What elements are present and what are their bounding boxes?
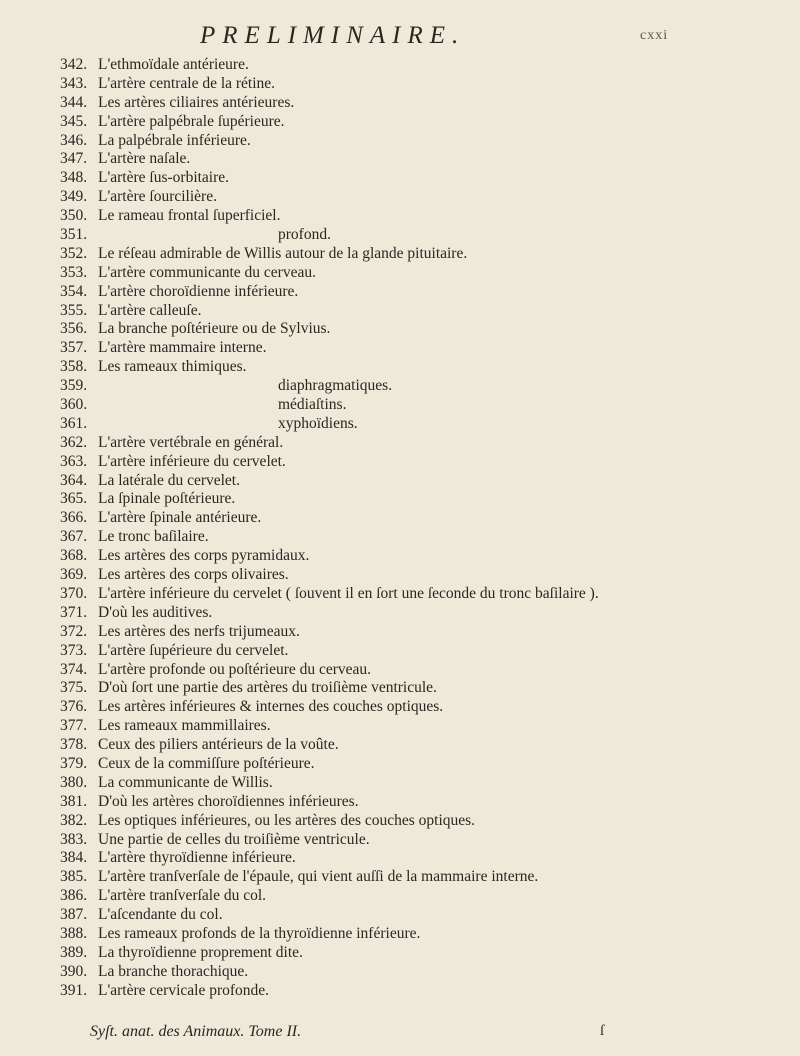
list-item: [60, 188, 780, 207]
entry-text: L'artère cervicale profonde.: [98, 981, 270, 999]
list-item: [60, 906, 780, 925]
entry-number: 378.: [60, 736, 88, 754]
list-item: [60, 982, 780, 1001]
list-item: [60, 528, 780, 547]
running-title: PRELIMINAIRE.: [200, 22, 466, 49]
entry-text: L'artère thyroïdienne inférieure.: [98, 849, 296, 867]
entry-number: 369.: [60, 566, 88, 584]
entry-text: Les artères inférieures & internes des couches optiques.: [98, 698, 444, 716]
entry-text: L'artère ſus-orbitaire.: [98, 169, 230, 187]
entry-number: 362.: [60, 433, 88, 451]
entry-number: 372.: [60, 622, 88, 640]
entry-text: La palpébrale inférieure.: [98, 131, 251, 149]
entry-number: 349.: [60, 188, 88, 206]
entry-text: L'artère calleuſe.: [98, 301, 202, 319]
entry-text: La communicante de Willis.: [98, 773, 273, 791]
entry-number: 382.: [60, 811, 88, 829]
entry-text: Les rameaux mammillaires.: [98, 717, 271, 735]
entry-text: L'artère ſpinale antérieure.: [98, 509, 262, 527]
entry-text: Les artères des nerfs trijumeaux.: [98, 622, 300, 640]
list-item: [60, 661, 780, 680]
page-number: cxxi: [640, 28, 669, 43]
entry-text: L'aſcendante du col.: [98, 906, 223, 924]
entry-text: Ceux des piliers antérieurs de la voûte.: [98, 736, 339, 754]
list-item: [60, 472, 780, 491]
list-item: [60, 717, 780, 736]
list-item: [60, 283, 780, 302]
page-header: [0, 22, 800, 52]
entry-number: 343.: [60, 74, 88, 92]
entry-text: L'artère tranſverſale du col.: [98, 887, 267, 905]
entry-text: L'artère communicante du cerveau.: [98, 263, 316, 281]
entry-number: 345.: [60, 112, 88, 130]
entry-number: 344.: [60, 93, 88, 111]
entry-list: [60, 56, 780, 1001]
entry-number: 384.: [60, 849, 88, 867]
list-item: [60, 453, 780, 472]
list-item: [60, 434, 780, 453]
list-item: [60, 547, 780, 566]
entry-number: 389.: [60, 943, 88, 961]
list-item: [60, 849, 780, 868]
entry-number: 363.: [60, 452, 88, 470]
entry-text: L'artère inférieure du cervelet ( ſouvent il en ſort une ſeconde du tronc baſilaire ).: [98, 584, 599, 602]
list-item: [60, 264, 780, 283]
list-item: [60, 679, 780, 698]
entry-text: D'où ſort une partie des artères du troiſième ventricule.: [98, 679, 437, 697]
list-item: [60, 642, 780, 661]
list-item: [60, 490, 780, 509]
entry-number: 346.: [60, 131, 88, 149]
entry-number: 368.: [60, 547, 88, 565]
page-footer: [0, 1023, 800, 1047]
entry-number: 387.: [60, 906, 88, 924]
entry-number: 358.: [60, 358, 88, 376]
entry-text: La latérale du cervelet.: [98, 471, 240, 489]
entry-text: L'artère tranſverſale de l'épaule, qui vient auſſi de la mammaire interne.: [98, 868, 539, 886]
entry-text: L'artère vertébrale en général.: [98, 433, 284, 451]
list-item: [60, 585, 780, 604]
list-item: [60, 755, 780, 774]
entry-number: 359.: [60, 377, 88, 395]
list-item: [60, 226, 780, 245]
list-item: [60, 245, 780, 264]
list-item: [60, 812, 780, 831]
list-item: [60, 566, 780, 585]
entry-text: L'artère naſale.: [98, 150, 191, 168]
list-item: [60, 56, 780, 75]
entry-text: profond.: [278, 226, 331, 244]
list-item: [60, 925, 780, 944]
list-item: [60, 698, 780, 717]
entry-text: Les artères des corps olivaires.: [98, 566, 289, 584]
list-item: [60, 415, 780, 434]
list-item: [60, 169, 780, 188]
entry-number: 351.: [60, 226, 88, 244]
list-item: [60, 94, 780, 113]
list-item: [60, 736, 780, 755]
list-item: [60, 302, 780, 321]
signature-mark: ſ: [600, 1023, 605, 1039]
entry-number: 373.: [60, 641, 88, 659]
list-item: [60, 509, 780, 528]
entry-text: La branche poſtérieure ou de Sylvius.: [98, 320, 331, 338]
entry-text: D'où les artères choroïdiennes inférieures.: [98, 792, 359, 810]
entry-number: 367.: [60, 528, 88, 546]
list-item: [60, 113, 780, 132]
entry-text: Les artères des corps pyramidaux.: [98, 547, 310, 565]
entry-text: L'artère ſourcilière.: [98, 188, 217, 206]
entry-number: 386.: [60, 887, 88, 905]
list-item: [60, 793, 780, 812]
entry-text: La thyroïdienne proprement dite.: [98, 943, 303, 961]
entry-number: 379.: [60, 754, 88, 772]
entry-number: 355.: [60, 301, 88, 319]
entry-number: 376.: [60, 698, 88, 716]
entry-number: 374.: [60, 660, 88, 678]
entry-number: 365.: [60, 490, 88, 508]
list-item: [60, 396, 780, 415]
entry-text: Le réſeau admirable de Willis autour de la glande pituitaire.: [98, 244, 468, 262]
entry-text: La branche thorachique.: [98, 962, 249, 980]
entry-number: 347.: [60, 150, 88, 168]
entry-text: L'artère profonde ou poſtérieure du cerveau.: [98, 660, 372, 678]
list-item: [60, 623, 780, 642]
entry-text: L'artère palpébrale ſupérieure.: [98, 112, 285, 130]
entry-number: 377.: [60, 717, 88, 735]
entry-number: 361.: [60, 414, 88, 432]
entry-number: 360.: [60, 396, 88, 414]
entry-number: 388.: [60, 924, 88, 942]
entry-number: 370.: [60, 584, 88, 602]
entry-text: Les rameaux profonds de la thyroïdienne inférieure.: [98, 924, 421, 942]
entry-text: D'où les auditives.: [98, 603, 213, 621]
entry-number: 354.: [60, 282, 88, 300]
footer-title: Syſt. anat. des Animaux. Tome II.: [90, 1023, 302, 1040]
entry-number: 366.: [60, 509, 88, 527]
entry-number: 356.: [60, 320, 88, 338]
entry-text: Ceux de la commiſſure poſtérieure.: [98, 754, 315, 772]
list-item: [60, 944, 780, 963]
list-item: [60, 75, 780, 94]
entry-number: 380.: [60, 773, 88, 791]
list-item: [60, 358, 780, 377]
list-item: [60, 320, 780, 339]
entry-number: 383.: [60, 830, 88, 848]
entry-number: 348.: [60, 169, 88, 187]
entry-number: 381.: [60, 792, 88, 810]
list-item: [60, 150, 780, 169]
entry-text: L'ethmoïdale antérieure.: [98, 56, 249, 73]
entry-text: L'artère inférieure du cervelet.: [98, 452, 286, 470]
entry-text: Les rameaux thimiques.: [98, 358, 247, 376]
entry-number: 357.: [60, 339, 88, 357]
entry-number: 342.: [60, 56, 88, 73]
entry-text: xyphoïdiens.: [278, 414, 358, 432]
list-item: [60, 132, 780, 151]
entry-number: 352.: [60, 244, 88, 262]
list-item: [60, 774, 780, 793]
list-item: [60, 377, 780, 396]
entry-number: 385.: [60, 868, 88, 886]
list-item: [60, 339, 780, 358]
entry-number: 364.: [60, 471, 88, 489]
entry-text: médiaſtins.: [278, 396, 347, 414]
entry-text: Le rameau frontal ſuperficiel.: [98, 207, 281, 225]
entry-text: Les optiques inférieures, ou les artères des couches optiques.: [98, 811, 476, 829]
entry-number: 375.: [60, 679, 88, 697]
entry-text: L'artère ſupérieure du cervelet.: [98, 641, 289, 659]
list-item: [60, 868, 780, 887]
entry-text: Une partie de celles du troiſième ventricule.: [98, 830, 370, 848]
entry-number: 350.: [60, 207, 88, 225]
entry-text: L'artère centrale de la rétine.: [98, 74, 276, 92]
list-item: [60, 963, 780, 982]
entry-text: Le tronc baſilaire.: [98, 528, 209, 546]
list-item: [60, 887, 780, 906]
entry-text: La ſpinale poſtérieure.: [98, 490, 236, 508]
entry-number: 390.: [60, 962, 88, 980]
entry-text: diaphragmatiques.: [278, 377, 393, 395]
entry-number: 371.: [60, 603, 88, 621]
entry-number: 391.: [60, 981, 88, 999]
entry-text: Les artères ciliaires antérieures.: [98, 93, 295, 111]
entry-number: 353.: [60, 263, 88, 281]
list-item: [60, 207, 780, 226]
entry-text: L'artère choroïdienne inférieure.: [98, 282, 299, 300]
entry-text: L'artère mammaire interne.: [98, 339, 267, 357]
list-item: [60, 831, 780, 850]
list-item: [60, 604, 780, 623]
